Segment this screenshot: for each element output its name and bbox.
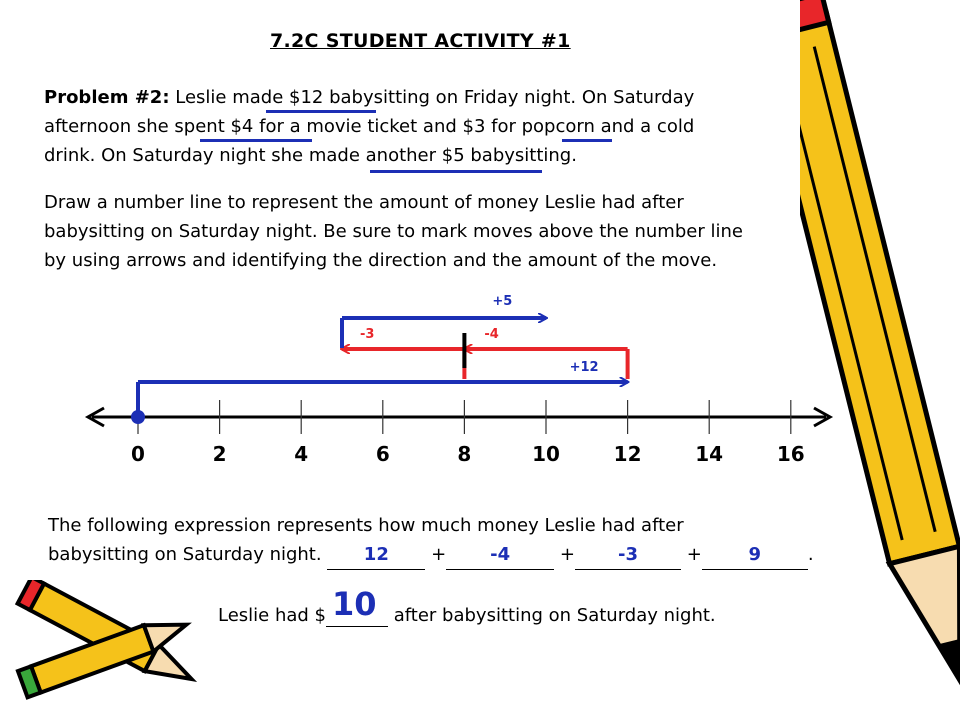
final-answer-sentence: Leslie had $ 10 after babysitting on Saturday night.: [218, 585, 716, 626]
instructions-line-2: babysitting on Saturday night. Be sure to mark moves above the number line: [44, 221, 743, 242]
answer-blank-4[interactable]: 9: [702, 540, 808, 570]
pencils-icon: [0, 580, 210, 720]
tick-label-6: 6: [375, 442, 390, 466]
move-label-0: +12: [569, 360, 599, 375]
tick-label-14: 14: [695, 442, 724, 466]
answer-blank-3[interactable]: -3: [575, 540, 681, 570]
pencil-icon: [800, 0, 960, 720]
tick-label-4: 4: [294, 442, 309, 466]
expression-line-1: The following expression represents how much money Leslie had after: [48, 515, 684, 536]
tick-label-16: 16: [776, 442, 805, 466]
move-label-1: -4: [484, 327, 499, 342]
move-label-2: -3: [360, 327, 375, 342]
move-label-3: +5: [492, 294, 513, 309]
instructions-line-3: by using arrows and identifying the direction and the amount of the move.: [44, 250, 718, 271]
tick-label-10: 10: [532, 442, 560, 466]
final-answer-blank[interactable]: 10: [326, 605, 388, 627]
expression-line-2: babysitting on Saturday night. 12 + -4 + -3 + 9 .: [48, 540, 918, 570]
answer-blank-2[interactable]: -4: [446, 540, 554, 570]
tick-label-0: 0: [131, 442, 145, 466]
expression-text: [48, 511, 918, 570]
tick-label-8: 8: [457, 442, 472, 466]
tick-label-2: 2: [212, 442, 227, 466]
problem-line-3: drink. On Saturday night she made another $5 babysitting.: [44, 145, 577, 166]
instructions-line-1: Draw a number line to represent the amount of money Leslie had after: [44, 192, 684, 213]
problem-label: Problem #2:: [44, 87, 170, 108]
problem-line-2: afternoon she spent $4 for a movie ticket and $3 for popcorn and a cold: [44, 116, 695, 137]
answer-blank-1[interactable]: 12: [327, 540, 425, 570]
problem-line-1: Leslie made $12 babysitting on Friday night. On Saturday: [175, 87, 695, 108]
tick-label-12: 12: [613, 442, 642, 466]
page-title: 7.2C STUDENT ACTIVITY #1: [270, 30, 571, 52]
start-point: [131, 410, 145, 424]
